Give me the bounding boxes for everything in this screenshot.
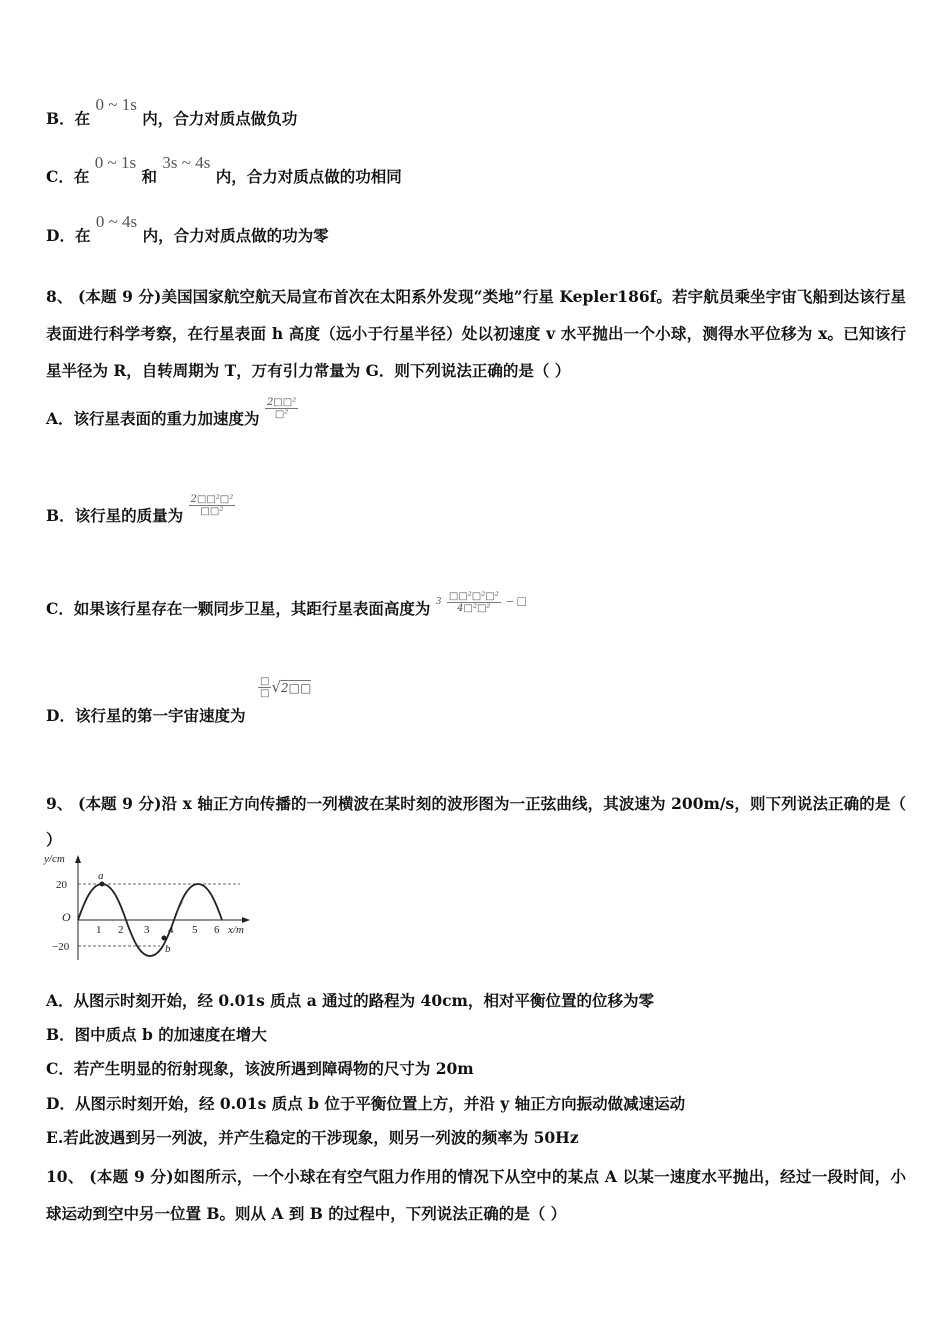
option-8d [46, 705, 245, 727]
option-text: 内，合力对质点做的功相同 [215, 167, 402, 186]
x-tick-label: 5 [192, 924, 198, 936]
option-8a [46, 396, 298, 432]
fraction-denominator: 4□²□² [457, 602, 491, 614]
option-9a: A．从图示时刻开始，经 0.01s 质点 a 通过的路程为 40cm，相对平衡位置的位移为零 [46, 991, 654, 1010]
radicand: 2□□ [281, 681, 312, 695]
y-axis-label: y/cm [44, 853, 65, 865]
y-tick-label: −20 [52, 941, 70, 953]
math-expr: 0 ~ 1s [94, 153, 137, 172]
root-index [436, 597, 442, 608]
wave-graph [40, 848, 270, 968]
x-tick-label: 4 [168, 924, 174, 936]
point-b-label: b [165, 943, 171, 955]
question-8-stem: 8、 (本题 9 分)美国国家航空航天局宣布首次在太阳系外发现“类地”行星 Kepler186f。若宇航员乘坐宇宙飞船到达该行星表面进行科学考察，在行星表面 h 高度（远小于行星半径）处以初速度 v 水平抛出一个小球，测得水平位移为 x。已知该行星半径为 R，自转周期为 T，万有引力常量为 G．则下列说法正确的是（ ） [46, 287, 906, 380]
option-8b [46, 493, 235, 529]
option-text: B．该行星的质量为 [46, 506, 184, 525]
math-expr: 0 ~ 4s [95, 212, 138, 231]
option-7b [46, 95, 298, 130]
fraction-denominator: □ [260, 688, 270, 699]
option-text: 内，合力对质点做的功为零 [142, 226, 329, 245]
point-a [100, 882, 105, 887]
option-label: C．在 [46, 167, 90, 186]
option-9d: D．从图示时刻开始，经 0.01s 质点 b 位于平衡位置上方，并沿 y 轴正方向振动做减速运动 [46, 1094, 686, 1113]
x-tick-label: 2 [118, 924, 124, 936]
fraction-numerator: 2□□²□² [190, 493, 234, 505]
fraction [447, 591, 501, 614]
option-text: 和 [141, 167, 157, 186]
y-axis-arrow-icon [75, 855, 81, 863]
math-expr: 0 ~ 1s [95, 95, 137, 114]
option-9e: E.若此波遇到另一列波，并产生稳定的干涉现象，则另一列波的频率为 50Hz [46, 1128, 579, 1147]
math-expr: 3s ~ 4s [162, 153, 211, 172]
fraction-denominator: □² [274, 408, 289, 420]
sqrt-icon: √ [271, 678, 282, 696]
x-tick-label: 6 [214, 924, 220, 936]
option-text: D．该行星的第一宇宙速度为 [46, 706, 246, 725]
option-text: 内，合力对质点做负功 [142, 109, 298, 128]
question-10-stem: 10、 (本题 9 分)如图所示，一个小球在有空气阻力作用的情况下从空中的某点 A 以某一速度水平抛出，经过一段时间，小球运动到空中另一位置 B。则从 A 到 B 的过程中，下列说法正确的是（ ） [46, 1167, 906, 1223]
option-9b: B．图中质点 b 的加速度在增大 [46, 1025, 267, 1044]
point-b [162, 936, 167, 941]
math-expr: − □ [506, 595, 526, 610]
x-axis-label: x/m [228, 924, 244, 936]
x-axis-arrow-icon [242, 917, 250, 923]
option-label: D．在 [46, 226, 91, 245]
point-a-label: a [98, 870, 104, 882]
option-text: A．该行星表面的重力加速度为 [46, 409, 260, 428]
fraction-numerator: 2□□² [266, 396, 297, 408]
option-text: C．如果该行星存在一颗同步卫星，其距行星表面高度为 [46, 599, 431, 618]
option-8d-formula [258, 676, 311, 699]
option-label: B．在 [46, 109, 91, 128]
fraction-numerator: □□²□²□² [448, 590, 499, 602]
root-index-value: 3 [435, 596, 442, 607]
question-9-stem: 9、 (本题 9 分)沿 x 轴正方向传播的一列横波在某时刻的波形图为一正弦曲线，其波速为 200m/s，则下列说法正确的是（ ） [46, 794, 906, 849]
option-9c: C．若产生明显的衍射现象，该波所遇到障碍物的尺寸为 20m [46, 1059, 474, 1078]
fraction [258, 676, 271, 699]
fraction-numerator: □ [260, 676, 270, 687]
fraction [265, 397, 298, 420]
option-7c [46, 153, 402, 188]
fraction-denominator: □□² [200, 505, 224, 517]
x-tick-label: 3 [144, 924, 150, 936]
option-7d [46, 212, 329, 247]
origin-label: O [62, 910, 71, 924]
y-tick-label: 20 [56, 879, 67, 891]
x-tick-label: 1 [96, 924, 102, 936]
fraction [189, 494, 236, 517]
option-8c [46, 590, 526, 622]
